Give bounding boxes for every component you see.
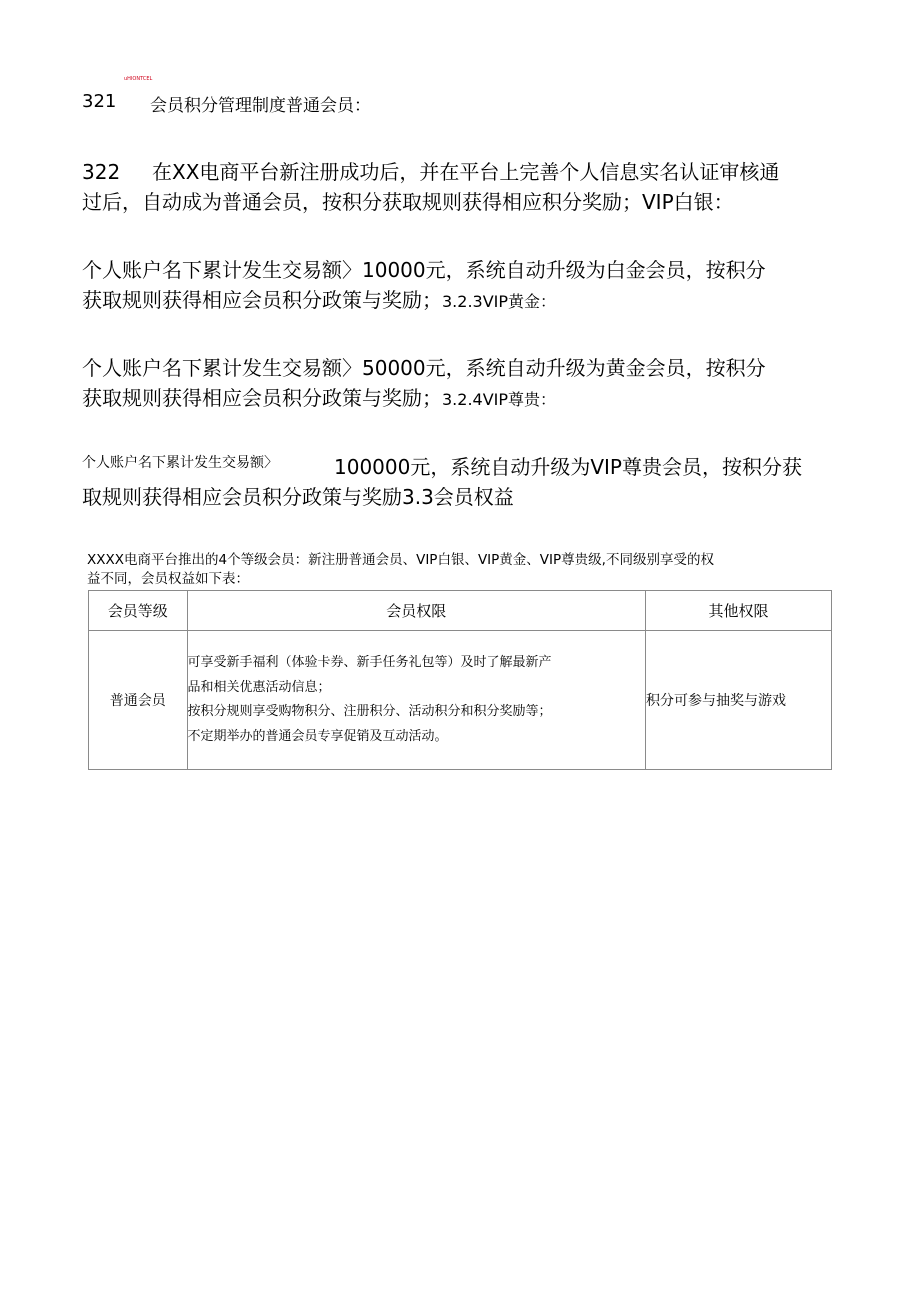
section-321-title: 会员积分管理制度普通会员： [150, 96, 371, 116]
rights-line: 不定期举办的普通会员专享促销及互动活动。 [187, 728, 448, 744]
section-324-line1: 个人账户名下累计发生交易额〉50000元，系统自动升级为黄金会员，按积分 [82, 356, 766, 380]
section-325-line2: 取规则获得相应会员积分政策与奖励3.3会员权益 [82, 485, 514, 509]
cell-rights [187, 631, 645, 770]
table-header-row [89, 591, 832, 631]
section-323-line1: 个人账户名下累计发生交易额〉10000元，系统自动升级为白金会员，按积分 [82, 258, 766, 282]
rights-line: 按积分规则享受购物积分、注册积分、活动积分和积分奖励等； [187, 704, 552, 719]
section-323-line2-main: 获取规则获得相应会员积分政策与奖励； [82, 288, 442, 312]
cell-level: 普通会员 [89, 631, 188, 770]
section-322-line2: 过后，自动成为普通会员，按积分获取规则获得相应积分奖励；VIP白银： [82, 190, 734, 214]
member-rights-table [88, 590, 832, 770]
header-other: 其他权限 [645, 591, 831, 631]
header-rights: 会员权限 [187, 591, 645, 631]
rights-line: 品和相关优惠活动信息； [187, 679, 331, 695]
table-row [89, 631, 832, 770]
section-323-heading: 3.2.3VIP黄金： [442, 292, 557, 311]
section-323-line2 [82, 285, 556, 317]
section-324-line2 [82, 383, 556, 415]
section-324-line2-main: 获取规则获得相应会员积分政策与奖励； [82, 386, 442, 410]
table-intro-line2: 益不同，会员权益如下表： [87, 571, 249, 587]
table-intro-line1: XXXX电商平台推出的4个等级会员：新注册普通会员、VIP白银、VIP黄金、VIP尊贵级,不同级别享受的权 [87, 552, 714, 568]
section-321-number: 321 [82, 91, 117, 112]
section-325-line1: 100000元，系统自动升级为VIP尊贵会员，按积分获 [334, 455, 802, 479]
header-level: 会员等级 [89, 591, 188, 631]
header-mark: uHIONTCEL [124, 76, 153, 82]
section-322-number: 322 [82, 160, 121, 184]
section-324-heading: 3.2.4VIP尊贵： [442, 390, 557, 409]
rights-line: 可享受新手福利（体验卡券、新手任务礼包等）及时了解最新产 [187, 655, 552, 670]
section-322-line1: 在XX电商平台新注册成功后，并在平台上完善个人信息实名认证审核通 [152, 160, 780, 184]
cell-other: 积分可参与抽奖与游戏 [645, 631, 831, 770]
section-325-lead: 个人账户名下累计发生交易额〉 [82, 455, 278, 471]
